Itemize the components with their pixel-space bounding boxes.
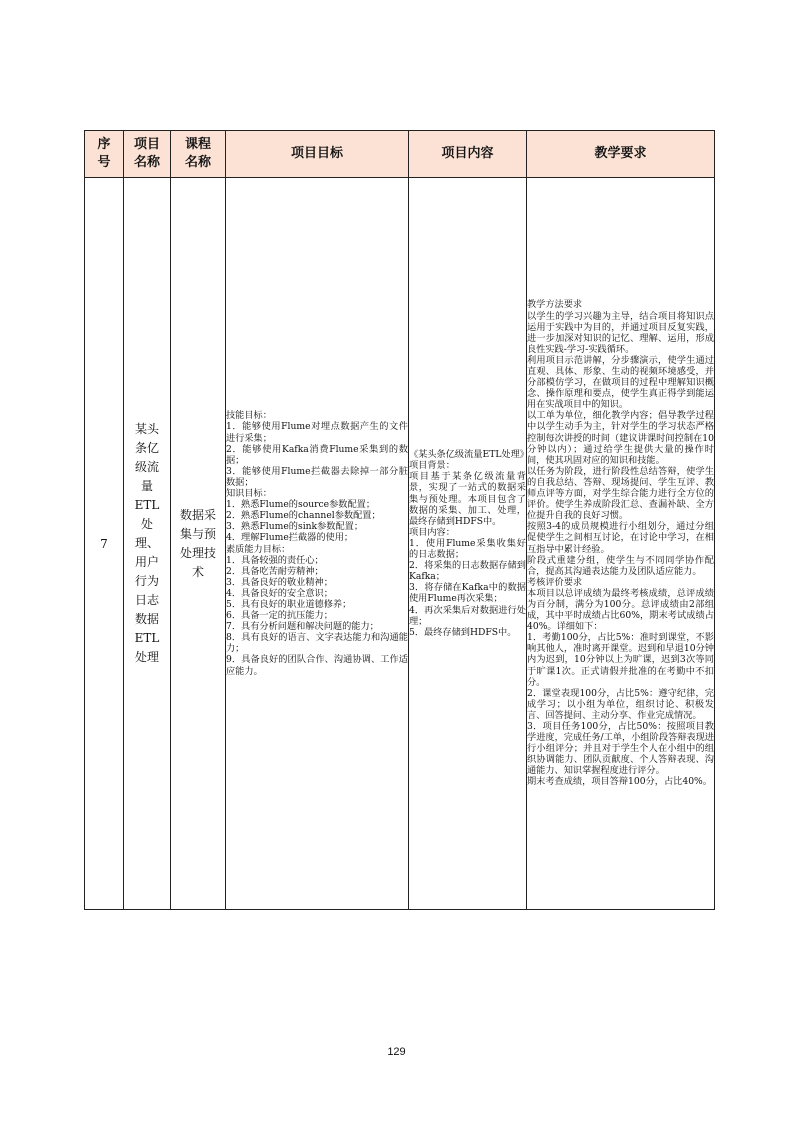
goal-line: 3．具备良好的敬业精神； [226,576,333,588]
goal-line: 3．熟悉Flume的sink参数配置； [226,521,364,533]
table-header-row [85,131,715,178]
goal-line: 2．能够使用Kafka消费Flume采集到的数据； [226,443,408,466]
project-name: 某头条亿级流量ETL处理、用户行为日志数据ETL处理 [124,178,171,910]
goal-line: 技能目标： [226,410,272,422]
page-number: 129 [387,1046,406,1058]
header-content: 项目内容 [409,131,527,178]
goal-line: 5．具有良好的职业道德修养； [226,598,352,610]
requirement-line: 教学方法要求 [527,299,583,311]
teaching-requirements [527,178,715,910]
content-line: 3．将存储在Kafka中的数据使用Flume再次采集； [409,582,526,605]
requirement-line: 期末考查成绩，项目答辩100分，占比40%。 [527,776,712,788]
content-line: 5．最终存储到HDFS中。 [409,626,517,638]
requirement-line: 考核评价要求 [527,576,583,588]
content-line: 项目背景： [409,460,455,472]
goal-line: 8．具有良好的语言、文字表达能力和沟通能力； [226,632,408,655]
requirement-line: 利用项目示范讲解，分步骤演示，使学生通过直观、具体、形象、生动的视频环境感受，并分部模仿学习，在做项目的过程中理解知识概念、操作原理和要点，使学生真正得学到能运用在实战项目中的知识。 [527,354,714,411]
requirement-line: 以工单为单位，细化教学内容；倡导教学过程中以学生动手为主，针对学生的学习状态严格控制每次讲授的时间（建议讲课时间控制在10分钟以内）；通过给学生提供大量的操作时间，使其巩固对应的知识和技能。 [527,410,714,466]
goal-line: 素质能力目标： [226,543,291,555]
goal-line: 1．能够使用Flume对埋点数据产生的文件进行采集； [226,421,408,444]
content-line: 项目内容： [409,526,455,538]
content-line: 《某头条亿级流量ETL处理》 [409,449,529,461]
goal-line: 2．熟悉Flume的channel参数配置； [226,510,381,522]
row-number: 7 [85,178,124,910]
requirement-line: 1．考勤100分，占比5%：准时到课堂，不影响其他人，准时离开课堂。迟到和早退10分钟内为迟到，10分钟以上为旷课，迟到3次等同于旷课1次。正式请假并批准的在考勤中不扣分。 [527,632,714,688]
header-no: 序号 [85,131,124,178]
goal-line: 知识目标： [226,488,272,500]
goal-line: 1．熟悉Flume的source参数配置； [226,499,376,511]
goal-line: 3．能够使用Flume拦截器去除掉一部分脏数据； [226,465,408,488]
requirement-line: 以学生的学习兴趣为主导，结合项目将知识点运用于实践中为目的，并通过项目反复实践，进一步加深对知识的记忆、理解、运用，形成良性实践-学习-实践循环。 [527,310,714,355]
header-goals: 项目目标 [226,131,409,178]
content-line: 2．将采集的日志数据存储到Kafka； [409,560,526,583]
course-table [84,130,715,910]
goal-line: 4．理解Flume拦截器的使用； [226,532,354,544]
course-name: 数据采集与预处理技术 [171,178,226,910]
requirement-line: 以任务为阶段，进行阶段性总结答辩，使学生的自我总结、答辩、现场提问、学生互评、教师点评等方面，对学生综合能力进行全方位的评价。使学生养成阶段汇总、查漏补缺、全方位提升自我的良好习惯。 [527,465,714,522]
requirement-line: 2．课堂表现100分，占比5%：遵守纪律，完成学习；以小组为单位，组织讨论、积极发言、回答提问、主动分享、作业完成情况。 [527,687,714,721]
requirement-line: 阶段式重建分组，使学生与不同同学协作配合，提高其沟通表达能力及团队适应能力。 [527,554,714,577]
project-goals [226,178,409,910]
header-requirements: 教学要求 [527,131,715,178]
goal-line: 7．具有分析问题和解决问题的能力； [226,621,379,633]
requirement-line: 本项目以总评成绩为最终考核成绩，总评成绩为百分制，满分为100分。总评成绩由2部组成，其中平时成绩占比60%，期末考试成绩占40%。详细如下： [527,587,714,633]
requirement-line: 3．项目任务100分，占比50%：按照项目教学进度，完成任务/工单，小组阶段答辩表现进行小组评分；并且对于学生个人在小组中的组织协调能力、团队贡献度、个人答辩表现、沟通能力、知识掌握程度进行评分。 [527,721,714,777]
header-project-name: 项目名称 [124,131,171,178]
content-line: 1．使用Flume采集收集好的日志数据； [409,537,526,561]
goal-line: 2．具备吃苦耐劳精神； [226,565,324,577]
project-content [409,178,527,910]
goal-line: 9．具备良好的团队合作、沟通协调、工作适应能力。 [226,654,408,677]
content-line: 项目基于某条亿级流量背景，实现了一站式的数据采集与预处理。本项目包含了数据的采集、加工、处理，最终存储到HDFS中。 [409,471,526,527]
goal-line: 6．具备一定的抗压能力； [226,610,333,622]
requirement-line: 按照3-4的成员规模进行小组划分，通过分组促使学生之间相互讨论，在讨论中学习，在相互指导中累计经验。 [527,521,714,555]
header-course-name: 课程名称 [171,131,226,178]
content-line: 4．再次采集后对数据进行处理； [409,604,526,627]
table-row [85,178,715,910]
goal-line: 1．具备较强的责任心； [226,554,324,566]
goal-line: 4．具备良好的安全意识； [226,587,333,599]
